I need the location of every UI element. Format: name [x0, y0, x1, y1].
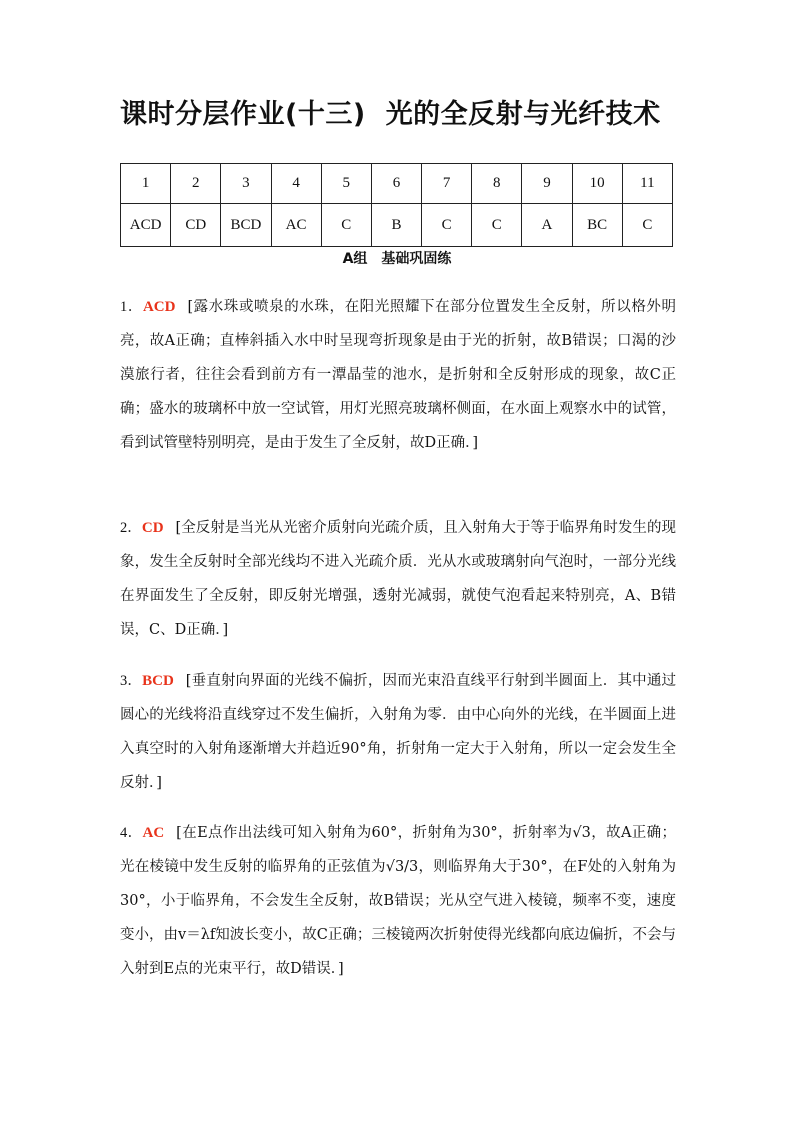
page-title: [120, 92, 720, 131]
explanation-2: [120, 511, 676, 647]
explanation-1: [120, 290, 676, 460]
group-name: 基础巩固练: [381, 251, 452, 267]
explanation-number: 1．: [120, 299, 143, 315]
answer-table-answer-row: [121, 204, 673, 247]
group-heading: [0, 248, 794, 268]
explanation-4: [120, 816, 676, 986]
answer-cell: CD: [171, 204, 221, 247]
question-number: 10: [572, 164, 622, 204]
question-number: 11: [622, 164, 672, 204]
answer-cell: BCD: [221, 204, 271, 247]
explanation-text: [全反射是当光从光密介质射向光疏介质，且入射角大于等于临界角时发生的现象，发生全反射时全部光线均不进入光疏介质．光从水或玻璃射向气泡时，一部分光线在界面发生了全反射，即反射光增强，透射光减弱，就使气泡看起来特别亮，A、B错误，C、D正确．]: [120, 520, 677, 638]
question-number: 7: [422, 164, 472, 204]
answer-table-number-row: [121, 164, 673, 204]
answer-cell: C: [472, 204, 522, 247]
question-number: 1: [121, 164, 171, 204]
title-topic: 光的全反射与光纤技术: [385, 99, 661, 130]
question-number: 8: [472, 164, 522, 204]
explanation-answer: ACD: [142, 299, 176, 315]
answer-cell: BC: [572, 204, 622, 247]
answer-cell: C: [321, 204, 371, 247]
explanation-answer: CD: [141, 520, 164, 536]
answer-cell: A: [522, 204, 572, 247]
answer-cell: C: [622, 204, 672, 247]
answer-cell: C: [422, 204, 472, 247]
answer-cell: B: [371, 204, 421, 247]
question-number: 3: [221, 164, 271, 204]
explanation-3: [120, 664, 676, 800]
explanation-number: 3．: [120, 673, 143, 689]
explanation-answer: AC: [142, 825, 165, 841]
explanation-number: 2．: [120, 520, 142, 536]
question-number: 5: [321, 164, 371, 204]
explanation-text: [在E点作出法线可知入射角为60°，折射角为30°，折射率为√3，故A正确；光在棱镜中发生反射的临界角的正弦值为√3/3，则临界角大于30°，在F处的入射角为30°，小于临界角，不会发生全反射，故B错误；光从空气进入棱镜，频率不变，速度变小，由v＝λf知波长变小，故C正确；三棱镜两次折射使得光线都向底边偏折，不会与入射到E点的光束平行，故D错误．]: [120, 825, 677, 977]
question-number: 4: [271, 164, 321, 204]
question-number: 2: [171, 164, 221, 204]
answer-table: [120, 163, 673, 247]
question-number: 9: [522, 164, 572, 204]
group-label: A组: [342, 251, 368, 267]
explanation-text: [露水珠或喷泉的水珠，在阳光照耀下在部分位置发生全反射，所以格外明亮，故A正确；直棒斜插入水中时呈现弯折现象是由于光的折射，故B错误；口渴的沙漠旅行者，往往会看到前方有一潭晶莹的池水，是折射和全反射形成的现象，故C正确；盛水的玻璃杯中放一空试管，用灯光照亮玻璃杯侧面，在水面上观察水中的试管，看到试管壁特别明亮，是由于发生了全反射，故D正确．]: [120, 299, 677, 451]
answer-cell: ACD: [121, 204, 171, 247]
explanation-answer: BCD: [142, 673, 174, 689]
title-series: 课时分层作业(十三): [120, 99, 366, 130]
answer-cell: AC: [271, 204, 321, 247]
question-number: 6: [371, 164, 421, 204]
explanation-text: [垂直射向界面的光线不偏折，因而光束沿直线平行射到半圆面上．其中通过圆心的光线将沿直线穿过不发生偏折，入射角为零．由中心向外的光线，在半圆面上进入真空时的入射角逐渐增大并趋近90°角，折射角一定大于入射角，所以一定会发生全反射．]: [120, 673, 677, 791]
explanation-number: 4．: [120, 825, 143, 841]
